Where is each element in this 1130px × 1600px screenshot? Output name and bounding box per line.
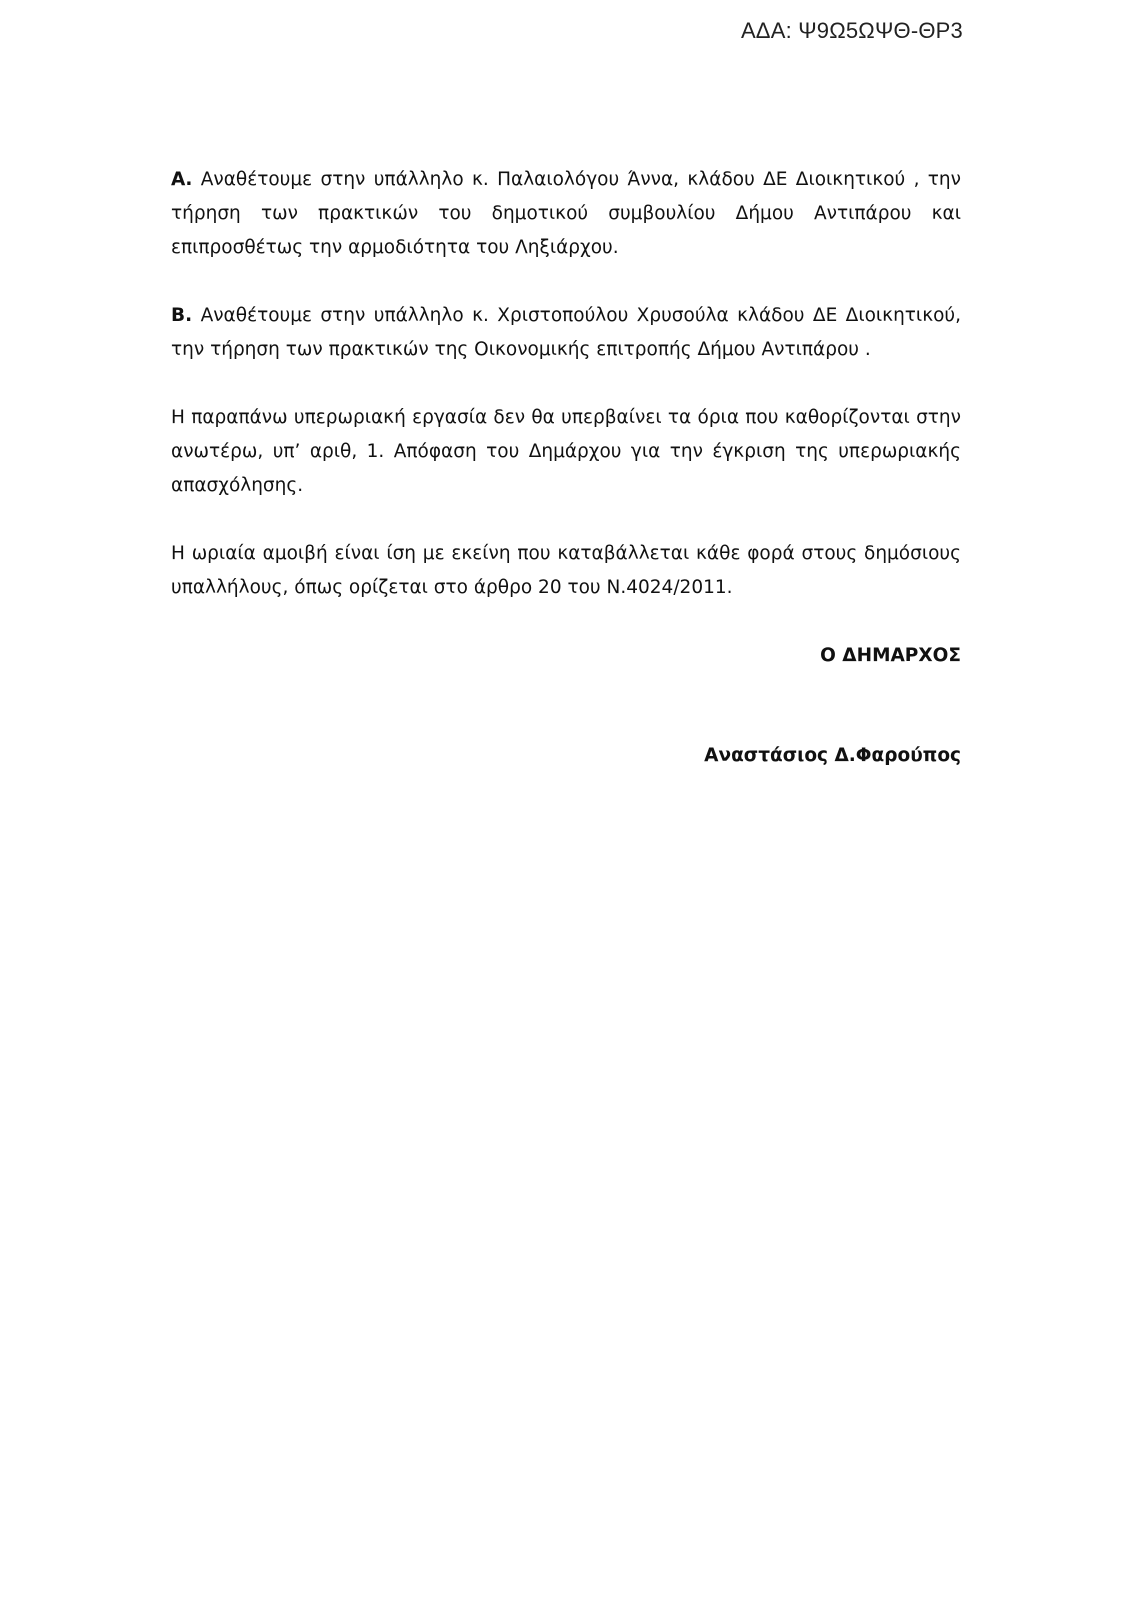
paragraph-b-label: Β. bbox=[171, 305, 193, 326]
paragraph-b bbox=[171, 299, 961, 367]
paragraph-b-text: Αναθέτουμε στην υπάλληλο κ. Χριστοπούλου Χρυσούλα κλάδου ΔΕ Διοικητικού, την τήρηση των πρακτικών της Οικονομικής επιτροπής Δήμου Αντιπάρου . bbox=[171, 305, 961, 360]
document-body bbox=[171, 163, 961, 773]
paragraph-a-label: Α. bbox=[171, 169, 193, 190]
signature-name: Αναστάσιος Δ.Φαρούπος bbox=[704, 745, 961, 766]
paragraph-pay: Η ωριαία αμοιβή είναι ίση με εκείνη που καταβάλλεται κάθε φορά στους δημόσιους υπαλλήλους, όπως ορίζεται στο άρθρο 20 του Ν.4024/2011. bbox=[171, 543, 961, 598]
paragraph-overtime: Η παραπάνω υπερωριακή εργασία δεν θα υπερβαίνει τα όρια που καθορίζονται στην ανωτέρω, υπ’ αριθ, 1. Απόφαση του Δημάρχου για την έγκριση της υπερωριακής απασχόλησης. bbox=[171, 407, 961, 496]
paragraph-a-text: Αναθέτουμε στην υπάλληλο κ. Παλαιολόγου Άννα, κλάδου ΔΕ Διοικητικού , την τήρηση των πρακτικών του δημοτικού συμβουλίου Δήμου Αντιπάρου και επιπροσθέτως την αρμοδιότητα του Ληξιάρχου. bbox=[171, 169, 961, 258]
ada-code: ΑΔΑ: Ψ9Ω5ΩΨΘ-ΘΡ3 bbox=[740, 18, 963, 43]
signature-title: Ο ΔΗΜΑΡΧΟΣ bbox=[820, 645, 961, 666]
paragraph-a bbox=[171, 163, 961, 265]
